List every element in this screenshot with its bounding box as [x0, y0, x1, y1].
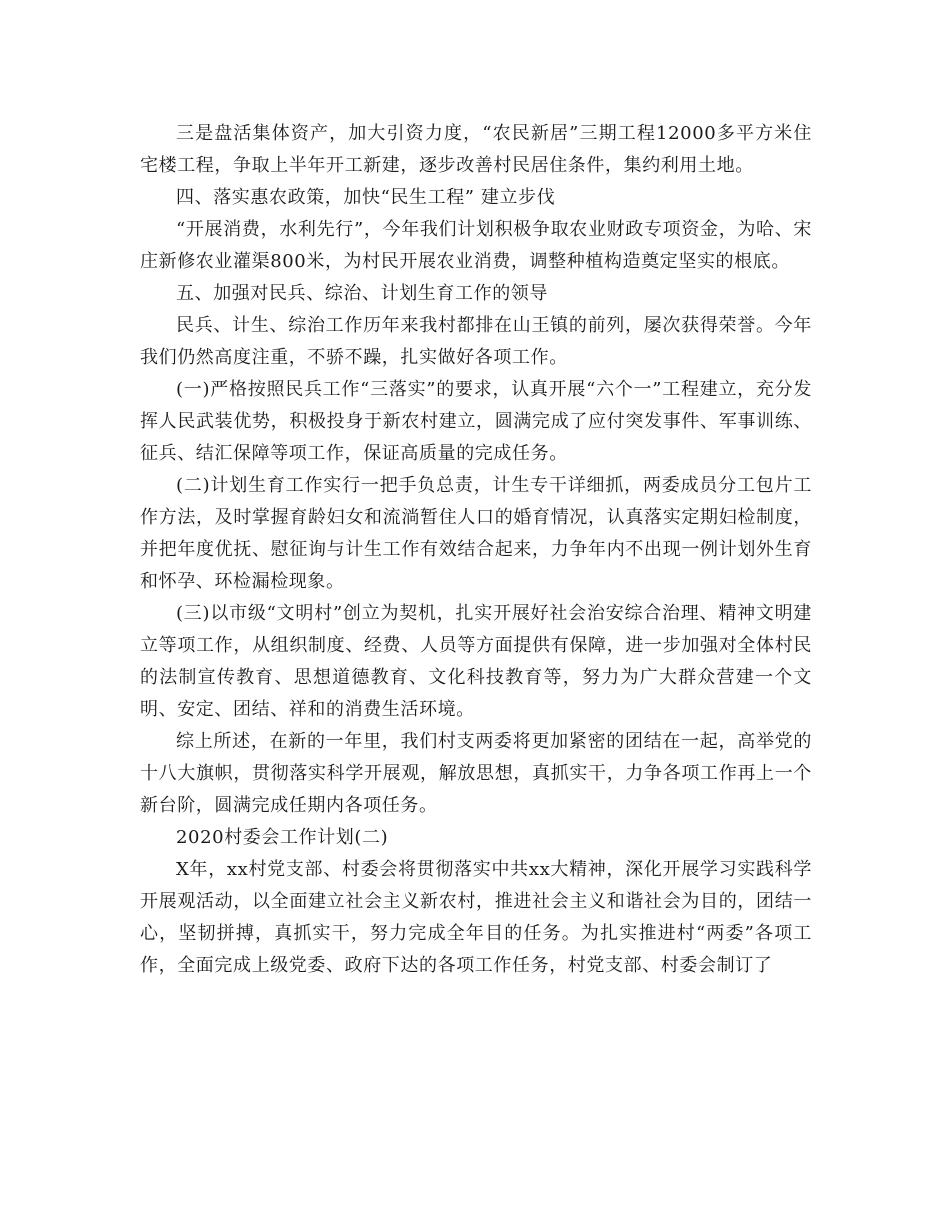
paragraph-water-conservancy: “开展消费，水利先行”，今年我们计划积极争取农业财政专项资金，为哈、宋庄新修农业灌渠800米，为村民开展农业消费，调整种植构造奠定坚实的根底。: [140, 219, 812, 272]
paragraph-plan-two-intro: X年，xx村党支部、村委会将贯彻落实中共xx大精神，深化开展学习实践科学开展观活动，以全面建立社会主义新农村，推进社会主义和谐社会为目的，团结一心，坚韧拼搏，真抓实干，努力完成全年目的任务。为扎实推进村“两委”各项工作，全面完成上级党委、政府下达的各项工作任务，村党支部、村委会制订了: [140, 859, 812, 976]
heading-section-four: 四、落实惠农政策，加快“民生工程” 建立步伐: [176, 187, 556, 208]
paragraph-summary: 综上所述，在新的一年里，我们村支两委将更加紧密的团结在一起，高举党的十八大旗帜，贯彻落实科学开展观，解放思想，真抓实干，力争各项工作再上一个新台阶，圆满完成任期内各项任务。: [140, 731, 812, 816]
paragraph-family-planning: (二)计划生育工作实行一把手负总责，计生专干详细抓，两委成员分工包片工作方法，及时掌握育龄妇女和流淌暂住人口的婚育情况，认真落实定期妇检制度，并把年度优抚、慰征询与计生工作有效结合起来，力争年内不出现一例计划外生育和怀孕、环检漏检现象。: [140, 475, 812, 592]
paragraph-militia-work: (一)严格按照民兵工作“三落实”的要求，认真开展“六个一”工程建立，充分发挥人民武装优势，积极投身于新农村建立，圆满完成了应付突发事件、军事训练、征兵、结汇保障等项工作，保证高质量的完成任务。: [140, 379, 812, 464]
paragraph-militia-intro: 民兵、计生、综治工作历年来我村都排在山王镇的前列，屡次获得荣誉。今年我们仍然高度注重，不骄不躁，扎实做好各项工作。: [140, 315, 812, 368]
paragraph-civilized-village: (三)以市级“文明村”创立为契机，扎实开展好社会治安综合治理、精神文明建立等项工作，从组织制度、经费、人员等方面提供有保障，进一步加强对全体村民的法制宣传教育、思想道德教育、文化科技教育等，努力为广大群众营建一个文明、安定、团结、祥和的消费生活环境。: [140, 603, 812, 720]
heading-plan-two: 2020村委会工作计划(二): [176, 827, 389, 848]
heading-section-five: 五、加强对民兵、综治、计划生育工作的领导: [176, 283, 548, 304]
paragraph-asset-revitalization: 三是盘活集体资产，加大引资力度，“农民新居”三期工程12000多平方米住宅楼工程，争取上半年开工新建，逐步改善村民居住条件，集约利用土地。: [140, 123, 812, 176]
document-body: [140, 118, 812, 982]
